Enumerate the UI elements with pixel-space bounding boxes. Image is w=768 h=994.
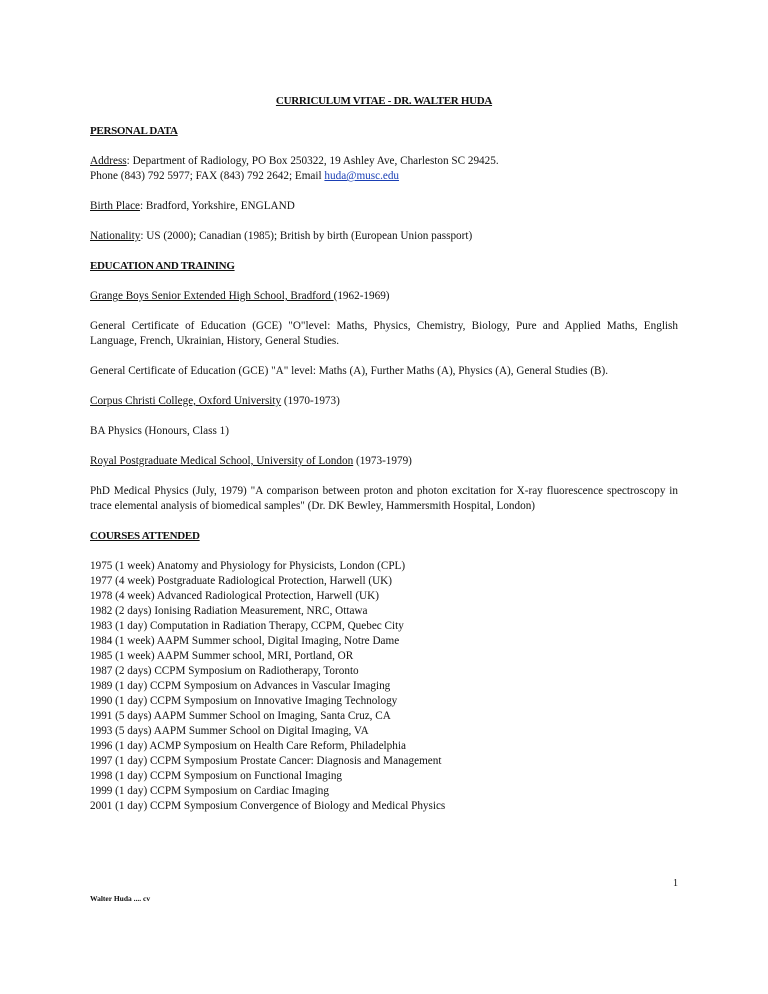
address-line — [90, 154, 678, 169]
school2-name: Corpus Christi College, Oxford University — [90, 395, 282, 407]
school3-line — [90, 454, 678, 469]
nationality-value: : US (2000); Canadian (1985); British by birth (European Union passport) — [140, 230, 473, 242]
nationality-label: Nationality — [90, 230, 141, 242]
nationality-line — [90, 229, 678, 244]
birth-place-label: Birth Place — [90, 200, 141, 212]
list-item: 1998 (1 day) CCPM Symposium on Functional Imaging — [90, 770, 343, 782]
list-item: 1977 (4 week) Postgraduate Radiological Protection, Harwell (UK) — [90, 575, 392, 587]
courses-list — [90, 559, 678, 814]
gce-o-level: General Certificate of Education (GCE) "O"level: Maths, Physics, Chemistry, Biology, Pure and Applied Maths, English Language, French, Ukrainian, History, General Studies. — [90, 320, 678, 347]
school3-name: Royal Postgraduate Medical School, University of London — [90, 455, 354, 467]
list-item: 1993 (5 days) AAPM Summer School on Digital Imaging, VA — [90, 725, 369, 737]
ba-degree: BA Physics (Honours, Class 1) — [90, 425, 229, 437]
list-item: 1997 (1 day) CCPM Symposium Prostate Cancer: Diagnosis and Management — [90, 755, 442, 767]
education-heading: EDUCATION AND TRAINING — [90, 260, 235, 272]
page-number: 1 — [673, 878, 678, 889]
list-item: 1991 (5 days) AAPM Summer School on Imaging, Santa Cruz, CA — [90, 710, 391, 722]
address-value: : Department of Radiology, PO Box 250322, 19 Ashley Ave, Charleston SC 29425. — [126, 155, 499, 167]
gce-a-level: General Certificate of Education (GCE) "A" level: Maths (A), Further Maths (A), Physics (A), General Studies (B). — [90, 365, 609, 377]
document-title: CURRICULUM VITAE - DR. WALTER HUDA — [275, 95, 493, 107]
list-item: 1989 (1 day) CCPM Symposium on Advances in Vascular Imaging — [90, 680, 391, 692]
school2-years: (1970-1973) — [281, 395, 340, 407]
phone-text: Phone (843) 792 5977; FAX (843) 792 2642; Email — [90, 170, 325, 182]
list-item: 1996 (1 day) ACMP Symposium on Health Care Reform, Philadelphia — [90, 740, 406, 752]
address-label: Address — [90, 155, 127, 167]
personal-data-heading: PERSONAL DATA — [90, 125, 178, 137]
list-item: 2001 (1 day) CCPM Symposium Convergence of Biology and Medical Physics — [90, 800, 446, 812]
list-item: 1985 (1 week) AAPM Summer school, MRI, Portland, OR — [90, 650, 354, 662]
list-item: 1983 (1 day) Computation in Radiation Therapy, CCPM, Quebec City — [90, 620, 404, 632]
footer-text: Walter Huda .... cv — [90, 894, 151, 903]
school1-years: (1962-1969) — [333, 290, 390, 302]
birth-place-line — [90, 199, 678, 214]
list-item: 1975 (1 week) Anatomy and Physiology for Physicists, London (CPL) — [90, 560, 406, 572]
email-link[interactable]: huda@musc.edu — [324, 170, 400, 182]
address-block — [90, 154, 678, 184]
list-item: 1987 (2 days) CCPM Symposium on Radiotherapy, Toronto — [90, 665, 359, 677]
list-item: 1982 (2 days) Ionising Radiation Measurement, NRC, Ottawa — [90, 605, 368, 617]
school1-name: Grange Boys Senior Extended High School, Bradford — [90, 290, 334, 302]
list-item: 1984 (1 week) AAPM Summer school, Digital Imaging, Notre Dame — [90, 635, 400, 647]
school2-line — [90, 394, 678, 409]
school1-line — [90, 289, 678, 304]
courses-heading: COURSES ATTENDED — [90, 530, 200, 542]
list-item: 1999 (1 day) CCPM Symposium on Cardiac Imaging — [90, 785, 329, 797]
list-item: 1978 (4 week) Advanced Radiological Protection, Harwell (UK) — [90, 590, 379, 602]
school3-years: (1973-1979) — [353, 455, 412, 467]
phd-degree: PhD Medical Physics (July, 1979) "A comparison between proton and photon excitation for X-ray fluorescence spectroscopy in trace elemental analysis of biomedical samples" (Dr. DK Bewley, Hammersmith Hospital, London) — [90, 485, 678, 512]
birth-place-value: : Bradford, Yorkshire, ENGLAND — [140, 200, 295, 212]
list-item: 1990 (1 day) CCPM Symposium on Innovative Imaging Technology — [90, 695, 398, 707]
phone-line — [90, 169, 678, 184]
